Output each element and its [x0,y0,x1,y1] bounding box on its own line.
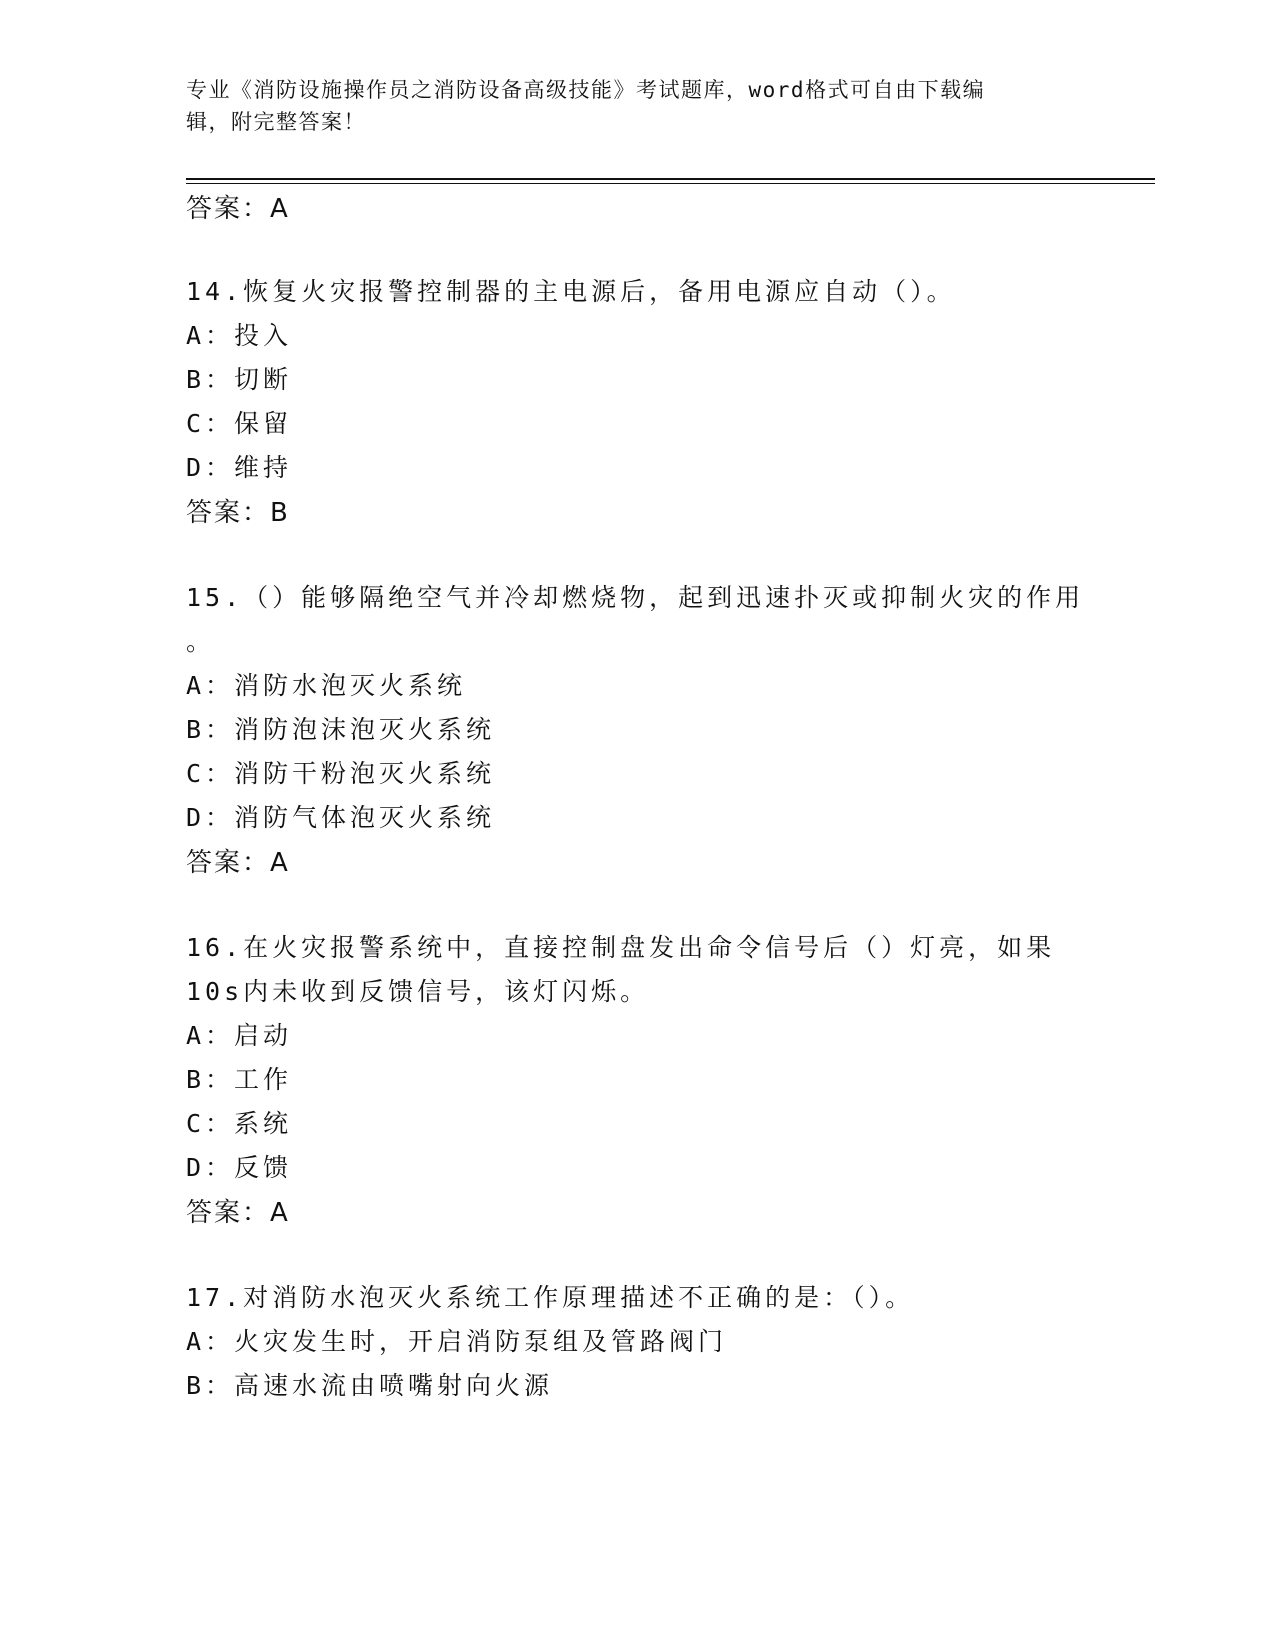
question-14-option-d: D：维持 [186,453,293,482]
header-rule-thin [186,183,1155,184]
question-14-option-c: C：保留 [186,409,293,438]
question-14-option-a: A：投入 [186,321,293,350]
answer-15: 答案：A [186,848,290,878]
question-14-option-b: B：切断 [186,365,293,394]
question-16-option-c: C：系统 [186,1109,293,1138]
question-15-stem-line-2: 。 [186,627,216,656]
question-17-option-b: B：高速水流由喷嘴射向火源 [186,1371,554,1400]
answer-16: 答案：A [186,1198,290,1228]
question-15-option-d: D：消防气体泡灭火系统 [186,803,496,832]
question-14-stem: 14.恢复火灾报警控制器的主电源后，备用电源应自动（）。 [186,277,956,306]
header-rule-thick [186,178,1155,180]
question-16-stem-line-2: 10s内未收到反馈信号，该灯闪烁。 [186,977,650,1006]
document-header [186,74,1066,138]
answer-13: 答案：A [186,194,290,224]
intro-line-1: 专业《消防设施操作员之消防设备高级技能》考试题库，word格式可自由下载编 [186,78,986,102]
question-15-option-b: B：消防泡沫泡灭火系统 [186,715,496,744]
question-17-stem: 17.对消防水泡灭火系统工作原理描述不正确的是：（）。 [186,1283,915,1312]
question-17-option-a: A：火灾发生时，开启消防泵组及管路阀门 [186,1327,728,1356]
question-15-stem-line-1: 15.（）能够隔绝空气并冷却燃烧物，起到迅速扑灭或抑制火灾的作用 [186,583,1085,612]
question-16-stem-line-1: 16.在火灾报警系统中，直接控制盘发出命令信号后（）灯亮，如果 [186,933,1056,962]
intro-line-2: 辑，附完整答案！ [186,110,366,134]
question-16-option-b: B：工作 [186,1065,293,1094]
answer-14: 答案：B [186,498,290,528]
question-15-option-c: C：消防干粉泡灭火系统 [186,759,496,788]
question-16-option-a: A：启动 [186,1021,293,1050]
question-15-option-a: A：消防水泡灭火系统 [186,671,467,700]
question-16-option-d: D：反馈 [186,1153,293,1182]
